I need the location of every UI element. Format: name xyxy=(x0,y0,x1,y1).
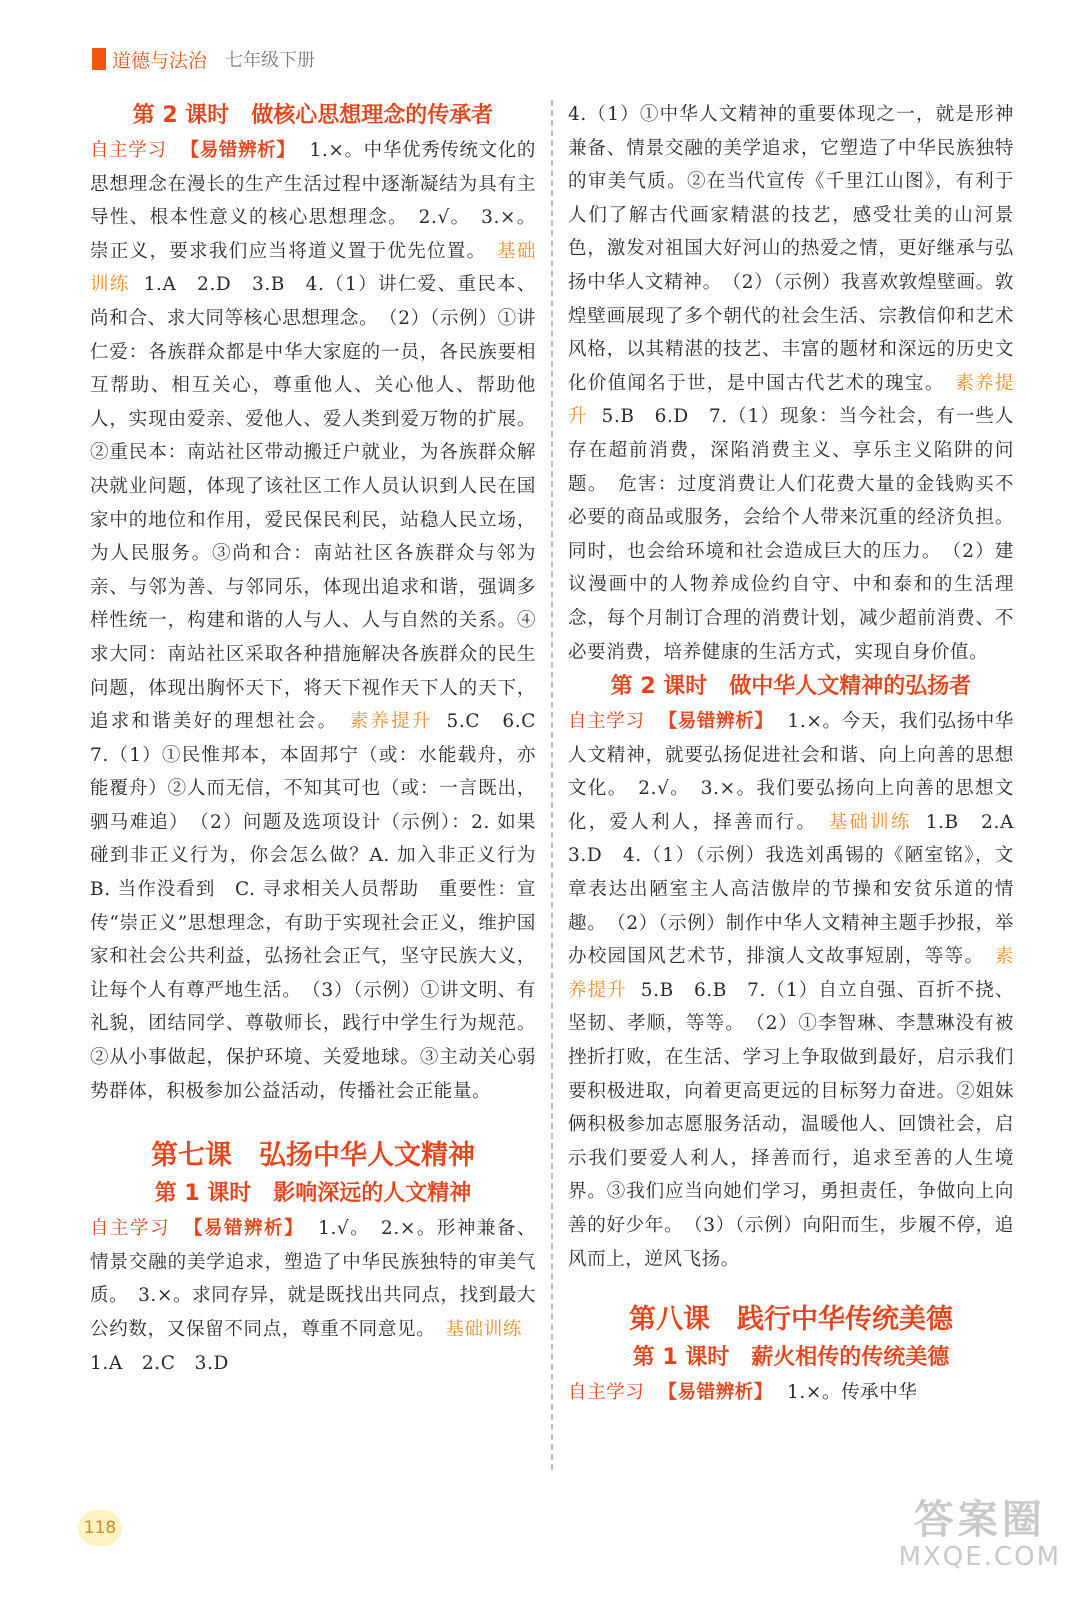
practice-label: 基础训练 xyxy=(445,1319,522,1340)
answer-paragraph xyxy=(568,98,1014,669)
watermark-cn: 答案圈 xyxy=(913,1497,1046,1543)
section-title: 第 2 课时 做核心思想理念的传承者 xyxy=(132,103,494,128)
column-divider xyxy=(551,100,553,1470)
answer-paragraph xyxy=(568,705,1034,1276)
error-analysis-label: 【易错辨析】 xyxy=(180,140,296,161)
practice-label: 基础训练 xyxy=(90,240,537,296)
answer-paragraph xyxy=(90,1212,536,1380)
answer-paragraph xyxy=(90,134,556,1108)
answer-text: 1.B 2.A 3.D 4.（1）（示例）我选刘禹锡的《陋室铭》，文章表达出陋室主人高洁傲岸的节操和安贫乐道的情趣。 （2）（示例）制作中华人文精神主题手抄报，举办校园国风艺术节，排演人文故事短剧，等等。 xyxy=(568,811,1034,968)
practice-label: 基础训练 xyxy=(828,811,912,833)
book-subject: 道德与法治 xyxy=(112,49,208,72)
section-title: 第 1 课时 薪火相传的传统美德 xyxy=(632,1345,950,1371)
watermark xyxy=(899,1498,1061,1572)
lesson-title: 第八课 践行中华传统美德 xyxy=(629,1304,953,1336)
right-column xyxy=(568,98,1034,1410)
practice-label: 素养提升 xyxy=(568,372,1014,428)
answer-text: 1.A 2.C 3.D xyxy=(90,1352,229,1374)
self-study-label: 自主学习 xyxy=(90,140,167,161)
error-analysis-label: 【易错辨析】 xyxy=(658,711,774,733)
answer-text: 4.（1）①中华人文精神的重要体现之一，就是形神兼备、情景交融的美学追求，它塑造了中华民族独特的审美气质。②在当代宣传《千里江山图》，有利于人们了解古代画家精湛的技艺，感受壮美的山河景色，激发对祖国大好河山的热爱之情，更好继承与弘扬中华人文精神。 （2）（示例）我喜欢敦煌壁画。敦煌壁画展现了多个朝代的社会生活、宗教信仰和艺术风格，以其精湛的技艺、丰富的题材和深远的历史文化价值闻名于世，是中国古代艺术的瑰宝。 xyxy=(568,104,1014,394)
practice-label: 素养提升 xyxy=(568,946,1014,1001)
page-header xyxy=(92,44,315,74)
answer-text: 1.×。今天，我们弘扬中华人文精神，就要弘扬促进社会和谐、向上向善的思想文化。 2.√。 3.×。我们要弘扬向上向善的思想文化，爱人利人，择善而行。 xyxy=(568,711,1014,833)
answer-text: 1.×。传承中华 xyxy=(787,1382,918,1404)
self-study-label: 自主学习 xyxy=(90,1218,171,1240)
answer-text: 1.A 2.D 3.B 4.（1）讲仁爱、重民本、尚和合、求大同等核心思想理念。 （2）（示例）①讲仁爱：各族群众都是中华大家庭的一员，各民族要相互帮助、相互关心，尊重他人、关心他人、帮助他人，实现由爱亲、爱他人、爱人类到爱万物的扩展。②重民本：南站社区带动搬迁户就业，为各族群众解决就业问题，体现了该社区工作人员认识到人民在国家中的地位和作用，爱民保民利民，站稳人民立场，为人民服务。③尚和合：南站社区各族群众与邻为亲、与邻为善、与邻同乐，体现出追求和谐，强调多样性统一，构建和谐的人与人、人与自然的关系。④求大同：南站社区采取各种措施解决各族群众的民生问题，体现出胸怀天下，将天下视作天下人的天下，追求和谐美好的理想社会。 xyxy=(90,274,536,733)
section-title: 第 1 课时 影响深远的人文精神 xyxy=(154,1181,472,1207)
answer-text: 1.×。中华优秀传统文化的思想理念在漫长的生产生活过程中逐渐凝结为具有主导性、根本性意义的核心思想理念。 2.√。 3.×。崇正义，要求我们应当将道义置于优先位置。 xyxy=(90,140,536,262)
left-column xyxy=(90,98,556,1380)
error-analysis-label: 【易错辨析】 xyxy=(658,1382,774,1404)
self-study-label: 自主学习 xyxy=(568,1382,645,1404)
section-title: 第 2 课时 做中华人文精神的弘扬者 xyxy=(610,674,972,700)
answer-text: 5.B 6.B 7.（1）自立自强、百折不挠、坚韧、孝顺，等等。 （2）①李智琳、李慧琳没有被挫折打败，在生活、学习上争取做到最好，启示我们要积极进取，向着更高更远的目标努力奋进。②姐妹俩积极参加志愿服务活动，温暖他人、回馈社会，启示我们要爱人利人，择善而行，追求至善的人生境界。③我们应当向她们学习，勇担责任，争做向上向善的好少年。 （3）（示例）向阳而生，步履不停，追风而上，逆风飞扬。 xyxy=(568,979,1014,1270)
error-analysis-label: 【易错辨析】 xyxy=(184,1218,305,1240)
practice-label: 素养提升 xyxy=(349,711,433,733)
lesson-title: 第七课 弘扬中华人文精神 xyxy=(151,1140,475,1172)
book-grade: 七年级下册 xyxy=(225,50,316,71)
watermark-en: MXQE.COM xyxy=(898,1542,1061,1572)
answer-text: 1.√。 2.×。形神兼备、情景交融的美学追求，塑造了中华民族独特的审美气质。 3.×。求同存异，就是既找出共同点，找到最大公约数，又保留不同点，尊重不同意见。 xyxy=(90,1218,536,1340)
header-color-mark xyxy=(92,48,106,70)
self-study-label: 自主学习 xyxy=(568,711,645,733)
page-number: 118 xyxy=(78,1510,122,1546)
answer-text: 5.C 6.C 7.（1）①民惟邦本，本固邦宁（或：水能载舟，亦能覆舟）②人而无信，不知其可也（或：一言既出，驷马难追） （2）问题及选项设计（示例）：2. 如果碰到非正义行为，你会怎么做？A. 加入非正义行为 B. 当作没看到 C. 寻求相关人员帮助 重要性：宣传“崇正义”思想理念，有助于实现社会正义，维护国家和社会公共利益，弘扬社会正气，坚守民族大义，让每个人有尊严地生活。 （3）（示例）①讲文明、有礼貌，团结同学、尊敬师长，践行中学生行为规范。②从小事做起，保护环境、关爱地球。③主动关心弱势群体，积极参加公益活动，传播社会正能量。 xyxy=(90,711,556,1102)
answer-paragraph xyxy=(568,1376,1014,1410)
answer-text: 5.B 6.D 7.（1）现象：当今社会，有一些人存在超前消费，深陷消费主义、享乐主义陷阱的问题。 危害：过度消费让人们花费大量的金钱购买不必要的商品或服务，会给个人带来沉重的经济负担。同时，也会给环境和社会造成巨大的压力。 （2）建议漫画中的人物养成俭约自守、中和泰和的生活理念，每个月制订合理的消费计划，减少超前消费、不必要消费，培养健康的生活方式，实现自身价值。 xyxy=(568,406,1014,663)
